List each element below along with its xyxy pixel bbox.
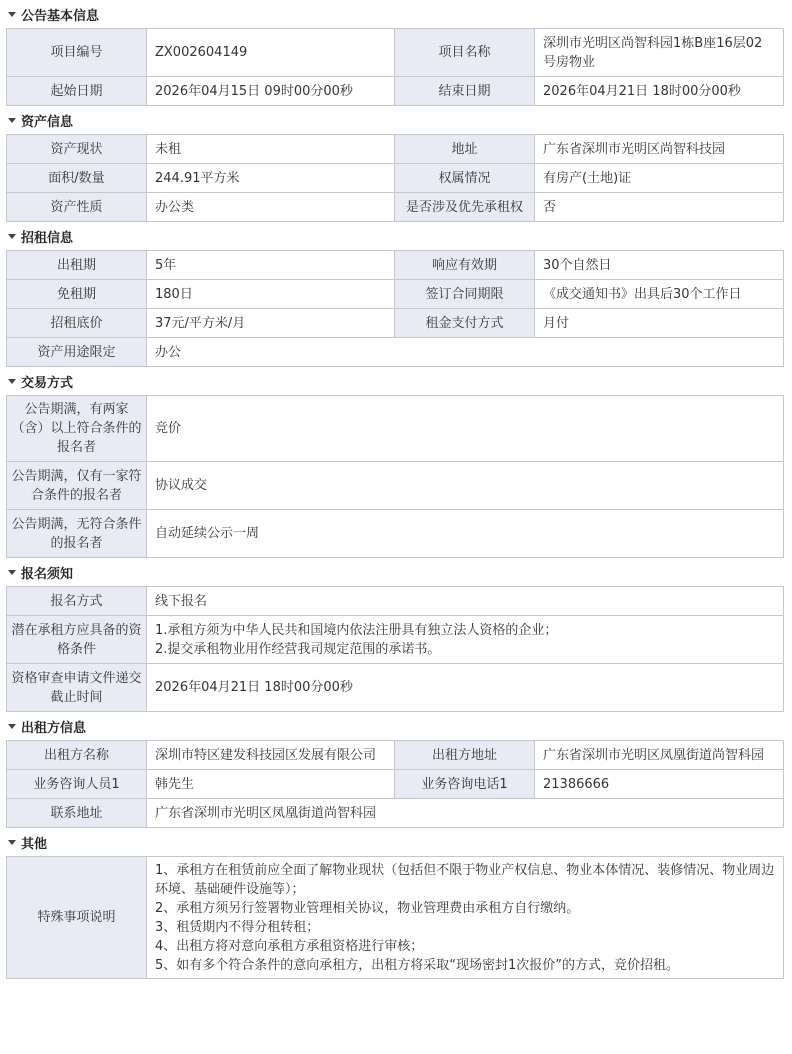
section-basic-title: 公告基本信息 xyxy=(21,8,100,24)
asset-nature-value: 办公类 xyxy=(147,193,395,222)
qualification-value xyxy=(147,616,784,664)
start-date-value: 2026年04月15日 09时00分00秒 xyxy=(147,77,395,106)
basic-info-table xyxy=(6,28,784,106)
ownership-label: 权属情况 xyxy=(395,164,535,193)
special-note-item: 3、租赁期内不得分租转租； xyxy=(155,919,320,935)
lease-info-table xyxy=(6,250,784,367)
valid-period-value: 30个自然日 xyxy=(535,251,784,280)
section-other-header[interactable] xyxy=(6,828,788,856)
section-apply-title: 报名须知 xyxy=(21,566,74,582)
section-apply-header[interactable] xyxy=(6,558,788,586)
trade-multi-label: 公告期满，有两家（含）以上符合条件的报名者 xyxy=(7,396,147,462)
contact-phone-label: 业务咨询电话1 xyxy=(395,770,535,799)
trade-single-label: 公告期满，仅有一家符合条件的报名者 xyxy=(7,462,147,510)
qualification-label: 潜在承租方应具备的资格条件 xyxy=(7,616,147,664)
base-price-value: 37元/平方米/月 xyxy=(147,309,395,338)
start-date-label: 起始日期 xyxy=(7,77,147,106)
qualification-line: 1.承租方须为中华人民共和国境内依法注册具有独立法人资格的企业； xyxy=(155,622,558,638)
end-date-value: 2026年04月21日 18时00分00秒 xyxy=(535,77,784,106)
sign-period-value: 《成交通知书》出具后30个工作日 xyxy=(535,280,784,309)
priority-value: 否 xyxy=(535,193,784,222)
section-lease-title: 招租信息 xyxy=(21,230,74,246)
collapse-arrow-icon[interactable] xyxy=(8,570,16,575)
contact-person-value: 韩先生 xyxy=(147,770,395,799)
contact-person-label: 业务咨询人员1 xyxy=(7,770,147,799)
payment-method-label: 租金支付方式 xyxy=(395,309,535,338)
collapse-arrow-icon[interactable] xyxy=(8,379,16,384)
section-basic-header[interactable] xyxy=(6,0,788,28)
project-no-label: 项目编号 xyxy=(7,29,147,77)
contact-address-value: 广东省深圳市光明区凤凰街道尚智科园 xyxy=(147,799,784,828)
lessor-address-label: 出租方地址 xyxy=(395,741,535,770)
section-trade-title: 交易方式 xyxy=(21,375,74,391)
area-value: 244.91平方米 xyxy=(147,164,395,193)
lessor-name-label: 出租方名称 xyxy=(7,741,147,770)
collapse-arrow-icon[interactable] xyxy=(8,118,16,123)
special-notes-label: 特殊事项说明 xyxy=(7,857,147,979)
apply-notice-table xyxy=(6,586,784,712)
apply-method-label: 报名方式 xyxy=(7,587,147,616)
trade-single-value: 协议成交 xyxy=(147,462,784,510)
other-info-table xyxy=(6,856,784,979)
asset-use-value: 办公 xyxy=(147,338,784,367)
section-lease-header[interactable] xyxy=(6,222,788,250)
lessor-info-table xyxy=(6,740,784,828)
end-date-label: 结束日期 xyxy=(395,77,535,106)
valid-period-label: 响应有效期 xyxy=(395,251,535,280)
project-no-value: ZX002604149 xyxy=(147,29,395,77)
payment-method-value: 月付 xyxy=(535,309,784,338)
sign-period-label: 签订合同期限 xyxy=(395,280,535,309)
deadline-value: 2026年04月21日 18时00分00秒 xyxy=(147,664,784,712)
asset-status-value: 未租 xyxy=(147,135,395,164)
trade-multi-value: 竞价 xyxy=(147,396,784,462)
contact-address-label: 联系地址 xyxy=(7,799,147,828)
special-notes-value xyxy=(147,857,784,979)
deadline-label: 资格审查申请文件递交截止时间 xyxy=(7,664,147,712)
project-name-value: 深圳市光明区尚智科园1栋B座16层02号房物业 xyxy=(535,29,784,77)
trade-method-table xyxy=(6,395,784,558)
lessor-name-value: 深圳市特区建发科技园区发展有限公司 xyxy=(147,741,395,770)
asset-use-label: 资产用途限定 xyxy=(7,338,147,367)
section-asset-header[interactable] xyxy=(6,106,788,134)
section-asset-title: 资产信息 xyxy=(21,114,74,130)
project-name-label: 项目名称 xyxy=(395,29,535,77)
special-note-item: 1、承租方在租赁前应全面了解物业现状（包括但不限于物业产权信息、物业本体情况、装修情况、物业周边环境、基础硬件设施等）； xyxy=(155,862,775,897)
section-lessor-title: 出租方信息 xyxy=(21,720,87,736)
section-trade-header[interactable] xyxy=(6,367,788,395)
trade-none-label: 公告期满，无符合条件的报名者 xyxy=(7,510,147,558)
apply-method-value: 线下报名 xyxy=(147,587,784,616)
collapse-arrow-icon[interactable] xyxy=(8,234,16,239)
special-note-item: 4、出租方将对意向承租方承租资格进行审核； xyxy=(155,938,424,954)
lease-term-value: 5年 xyxy=(147,251,395,280)
asset-info-table xyxy=(6,134,784,222)
collapse-arrow-icon[interactable] xyxy=(8,12,16,17)
area-label: 面积/数量 xyxy=(7,164,147,193)
asset-address-value: 广东省深圳市光明区尚智科技园 xyxy=(535,135,784,164)
special-note-item: 5、如有多个符合条件的意向承租方，出租方将采取“现场密封1次报价”的方式，竞价招租。 xyxy=(155,957,680,973)
asset-status-label: 资产现状 xyxy=(7,135,147,164)
free-period-value: 180日 xyxy=(147,280,395,309)
asset-nature-label: 资产性质 xyxy=(7,193,147,222)
special-note-item: 2、承租方须另行签署物业管理相关协议，物业管理费由承租方自行缴纳。 xyxy=(155,900,580,916)
section-lessor-header[interactable] xyxy=(6,712,788,740)
section-other-title: 其他 xyxy=(21,836,48,852)
base-price-label: 招租底价 xyxy=(7,309,147,338)
trade-none-value: 自动延续公示一周 xyxy=(147,510,784,558)
qualification-line: 2.提交承租物业用作经营我司规定范围的承诺书。 xyxy=(155,641,441,657)
collapse-arrow-icon[interactable] xyxy=(8,724,16,729)
lessor-address-value: 广东省深圳市光明区凤凰街道尚智科园 xyxy=(535,741,784,770)
ownership-value: 有房产(土地)证 xyxy=(535,164,784,193)
contact-phone-value: 21386666 xyxy=(535,770,784,799)
collapse-arrow-icon[interactable] xyxy=(8,840,16,845)
asset-address-label: 地址 xyxy=(395,135,535,164)
free-period-label: 免租期 xyxy=(7,280,147,309)
lease-term-label: 出租期 xyxy=(7,251,147,280)
priority-label: 是否涉及优先承租权 xyxy=(395,193,535,222)
